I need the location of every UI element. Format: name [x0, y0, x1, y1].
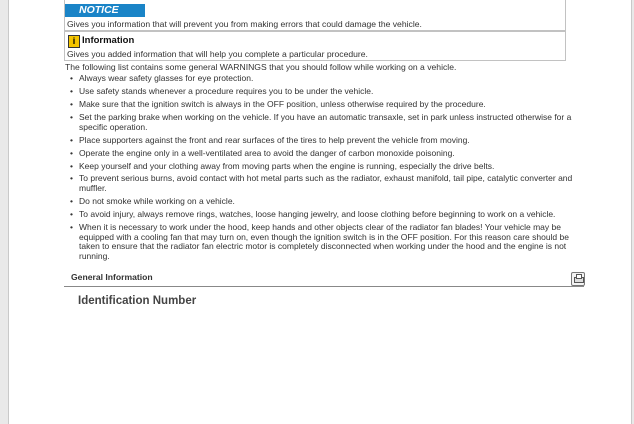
list-item: • Use safety stands whenever a procedure requires you to be under the vehicle. — [70, 87, 586, 97]
list-item: • Keep yourself and your clothing away from moving parts when the engine is running, especially the drive belts. — [70, 162, 586, 172]
document-content — [64, 0, 584, 307]
list-item: • To prevent serious burns, avoid contact with hot metal parts such as the radiator, exhaust manifold, tail pipe, catalytic converter and muffler. — [70, 174, 586, 193]
notice-label: NOTICE — [65, 4, 145, 17]
list-item: • To avoid injury, always remove rings, watches, loose hanging jewelry, and loose clothing before beginning to work on a vehicle. — [70, 210, 586, 220]
information-box — [64, 31, 566, 61]
notice-text: Gives you information that will prevent you from making errors that could damage the vehicle. — [67, 19, 422, 29]
information-icon: i — [68, 35, 80, 48]
warnings-intro: The following list contains some general WARNINGS that you should follow while working on a vehicle. — [65, 62, 457, 72]
notice-box — [64, 0, 566, 31]
information-label: Information — [82, 35, 135, 46]
identification-number-heading: Identification Number — [78, 295, 197, 307]
warnings-list — [70, 74, 586, 265]
list-item: • Operate the engine only in a well-ventilated area to avoid the danger of carbon monoxide poisoning. — [70, 149, 586, 159]
list-item: • Make sure that the ignition switch is always in the OFF position, unless otherwise required by the procedure. — [70, 100, 586, 110]
document-page — [8, 0, 632, 424]
section-divider — [64, 286, 584, 287]
list-item: • Place supporters against the front and rear surfaces of the tires to help prevent the vehicle from moving. — [70, 136, 586, 146]
list-item: • Do not smoke while working on a vehicle. — [70, 197, 586, 207]
general-information-heading: General Information — [71, 272, 153, 282]
print-icon[interactable] — [571, 272, 585, 286]
information-text: Gives you added information that will help you complete a particular procedure. — [67, 49, 368, 59]
list-item: • Set the parking brake when working on the vehicle. If you have an automatic transaxle, set in park unless instructed otherwise for a specific operation. — [70, 113, 586, 132]
list-item: • When it is necessary to work under the hood, keep hands and other objects clear of the radiator fan blades! Your vehicle may be equipped with a cooling fan that may turn on, even though the ignition switch is in the OFF position. For this reason care should be taken to ensure that the radiator fan electric motor is completely disconnected when working under the hood and the engine is not running. — [70, 223, 586, 261]
list-item: • Always wear safety glasses for eye protection. — [70, 74, 586, 84]
